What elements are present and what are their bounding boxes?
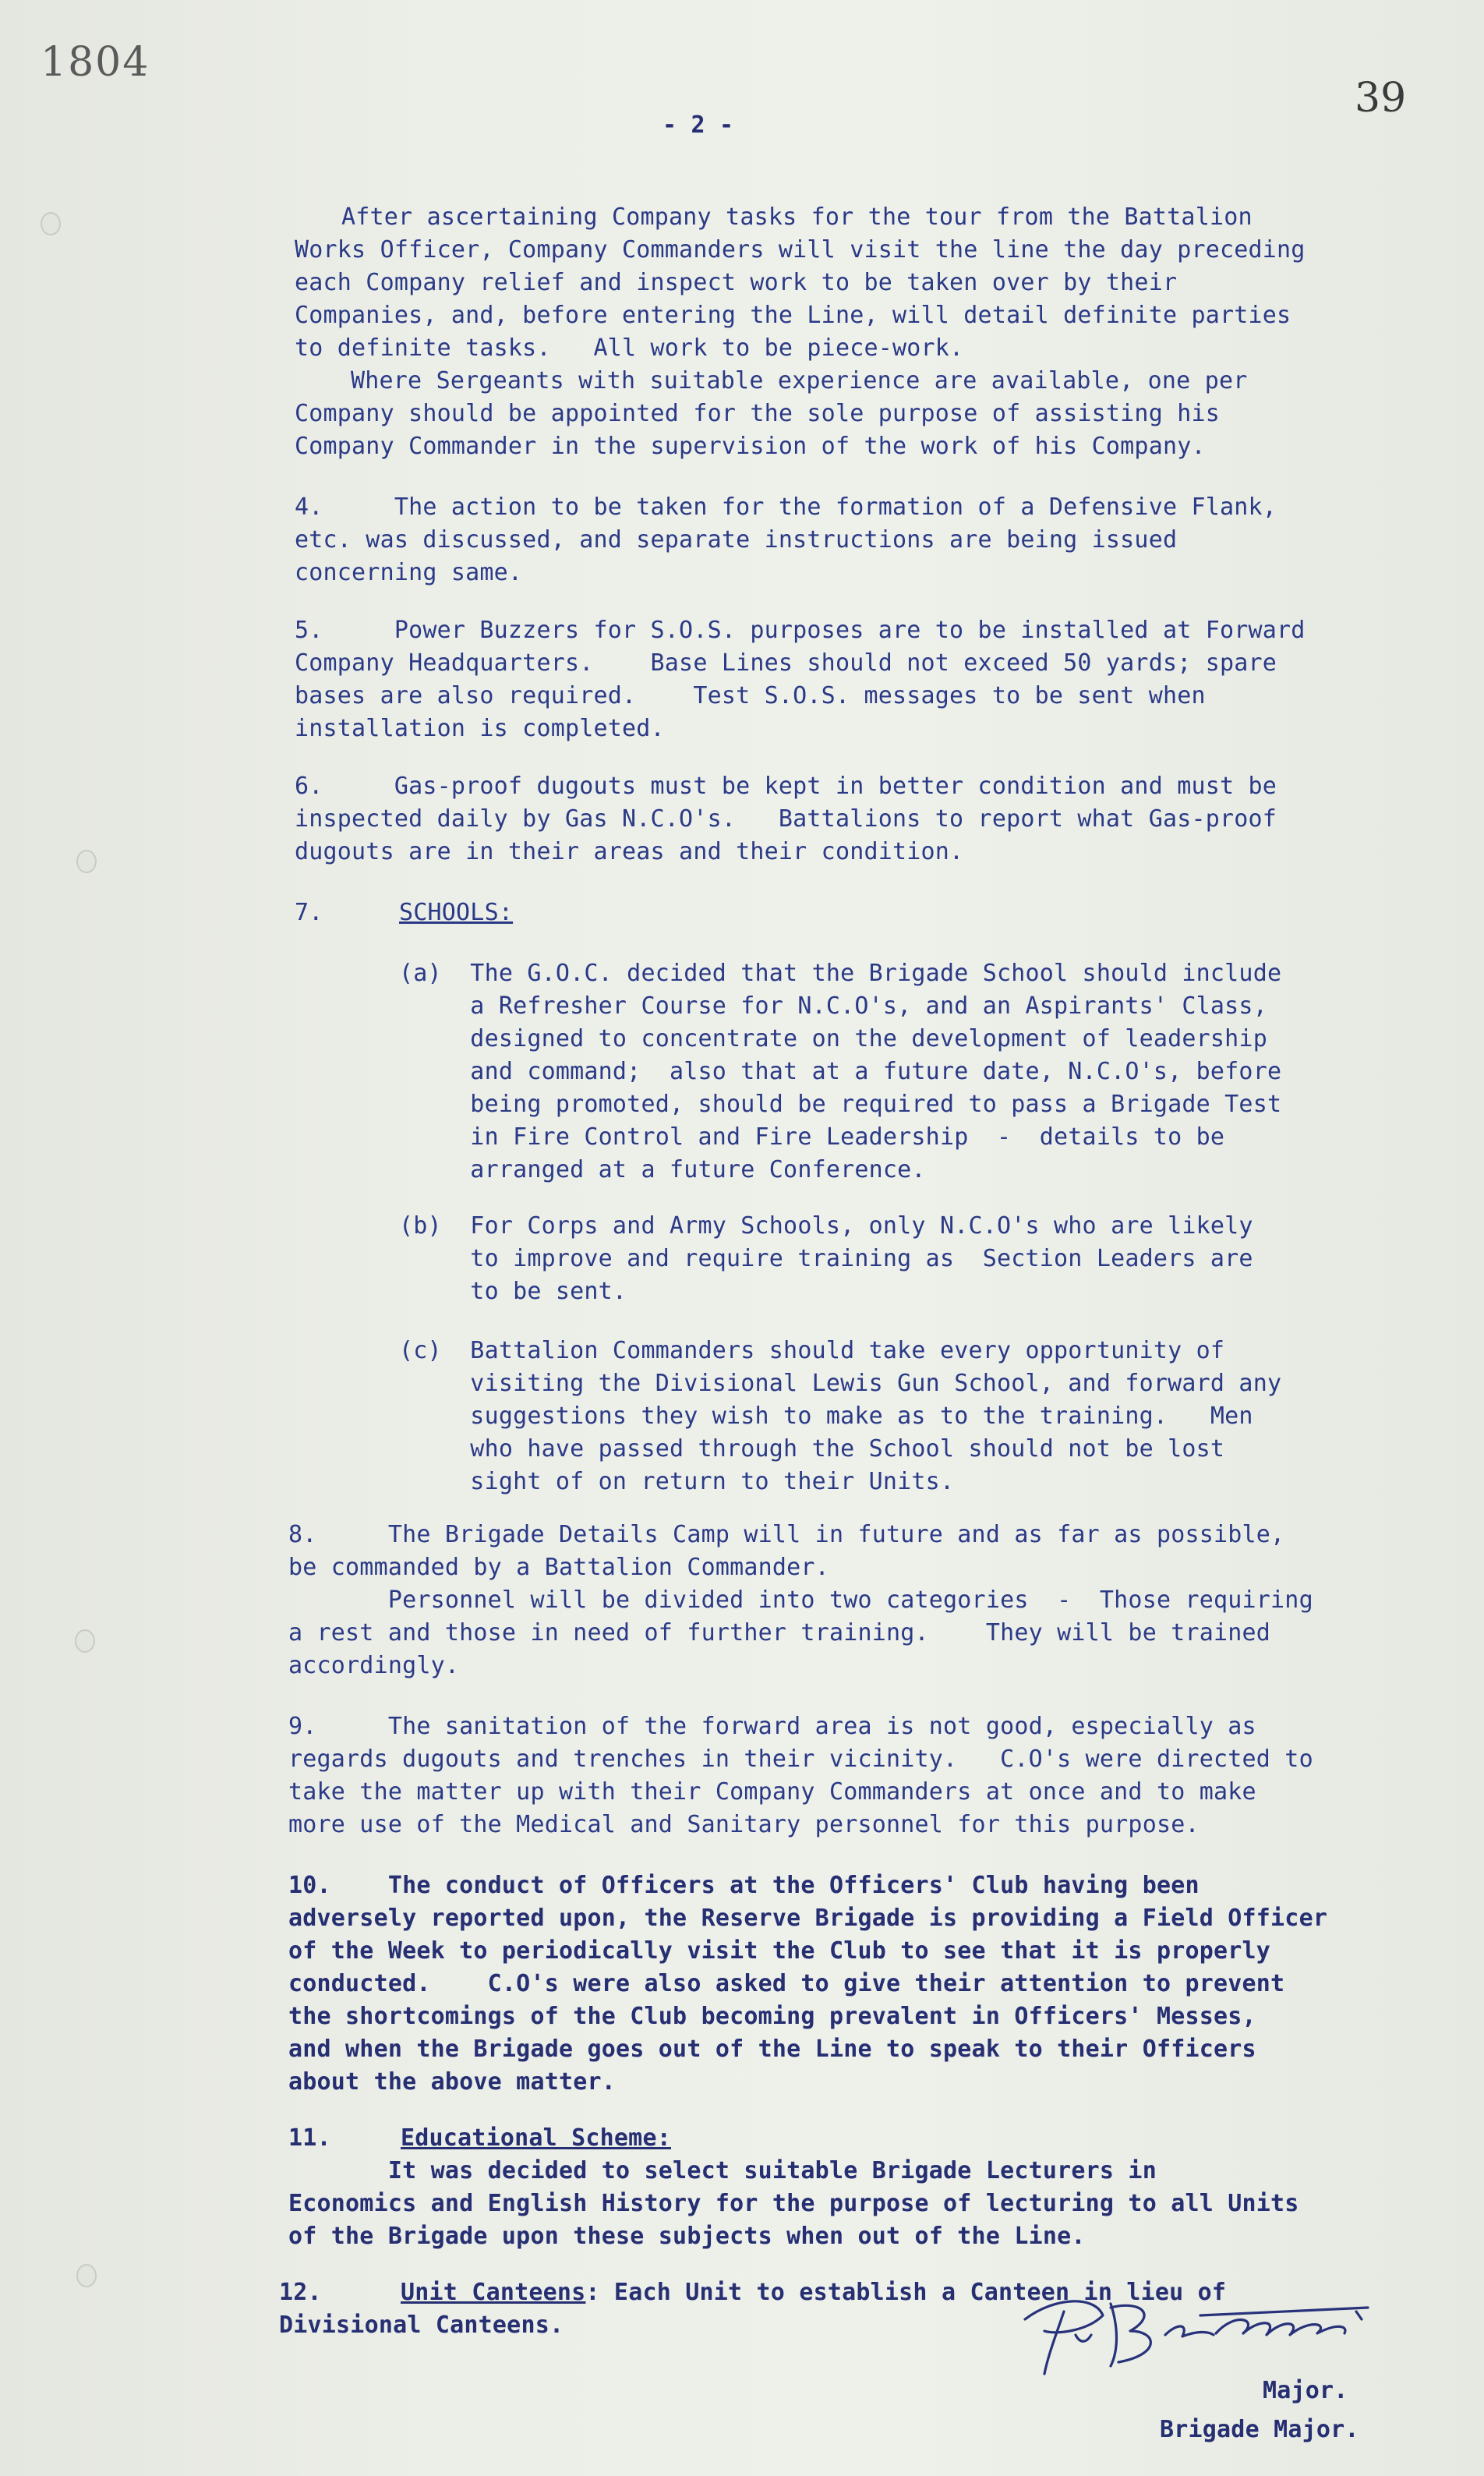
item-number: 7. — [295, 899, 323, 926]
intro-line: to definite tasks. All work to be piece-work. — [295, 334, 964, 362]
item-text: : Each Unit to establish a Canteen in lieu of — [585, 2279, 1227, 2306]
intro-line: each Company relief and inspect work to be taken over by their — [295, 269, 1178, 296]
item-line: dugouts are in their areas and their condition. — [295, 838, 964, 865]
item-line: Company Headquarters. Base Lines should not exceed 50 yards; spare — [295, 649, 1277, 677]
item-line: regards dugouts and trenches in their vicinity. C.O's were directed to — [288, 1746, 1313, 1773]
item-line: of the Brigade upon these subjects when out of the Line. — [288, 2223, 1086, 2250]
punch-hole — [76, 2264, 97, 2287]
subitem-line: (c) Battalion Commanders should take every opportunity of — [399, 1337, 1225, 1364]
item-line: 9. The sanitation of the forward area is not good, especially as — [288, 1713, 1256, 1740]
signatory-appointment: Brigade Major. — [1160, 2416, 1359, 2443]
item-line: etc. was discussed, and separate instructions are being issued — [295, 526, 1178, 554]
item-line: conducted. C.O's were also asked to give their attention to prevent — [288, 1970, 1285, 1997]
item-heading: Educational Scheme: — [401, 2124, 671, 2152]
subitem-line: designed to concentrate on the development of leadership — [399, 1025, 1267, 1052]
intro-line: After ascertaining Company tasks for the tour from the Battalion — [341, 203, 1253, 231]
item-number: 12. — [279, 2279, 322, 2306]
intro-line: Company Commander in the supervision of the work of his Company. — [295, 433, 1206, 460]
item-line: 10. The conduct of Officers at the Officers' Club having been — [288, 1872, 1200, 1899]
item-line: be commanded by a Battalion Commander. — [288, 1554, 829, 1581]
item-line: about the above matter. — [288, 2068, 617, 2096]
item-line: accordingly. — [288, 1652, 460, 1679]
subitem-line: suggestions they wish to make as to the training. Men — [399, 1402, 1253, 1430]
intro-line: Companies, and, before entering the Line, will detail definite parties — [295, 302, 1291, 329]
item-line: bases are also required. Test S.O.S. messages to be sent when — [295, 682, 1206, 709]
subitem-line: (b) For Corps and Army Schools, only N.C.O's who are likely — [399, 1212, 1253, 1240]
intro-line: Works Officer, Company Commanders will visit the line the day preceding — [295, 236, 1306, 264]
item-line: 4. The action to be taken for the formation of a Defensive Flank, — [295, 493, 1277, 521]
subitem-line: sight of on return to their Units. — [399, 1468, 955, 1495]
item-line: the shortcomings of the Club becoming prevalent in Officers' Messes, — [288, 2003, 1256, 2030]
intro-line: Company should be appointed for the sole purpose of assisting his — [295, 400, 1220, 427]
item-line: concerning same. — [295, 559, 523, 586]
item-line: Personnel will be divided into two categories - Those requiring — [288, 1586, 1313, 1614]
item-line: Economics and English History for the purpose of lecturing to all Units — [288, 2190, 1299, 2217]
folio-number: 39 — [1355, 75, 1407, 122]
item-line: inspected daily by Gas N.C.O's. Battalions to report what Gas-proof — [295, 805, 1277, 833]
item-line: a rest and those in need of further training. They will be trained — [288, 1619, 1271, 1647]
subitem-line: to be sent. — [399, 1278, 627, 1305]
subitem-line: a Refresher Course for N.C.O's, and an Aspirants' Class, — [399, 992, 1267, 1020]
subitem-line: and command; also that at a future date, N.C.O's, before — [399, 1058, 1282, 1085]
item-line: 8. The Brigade Details Camp will in future and as far as possible, — [288, 1521, 1285, 1548]
subitem-line: visiting the Divisional Lewis Gun School, and forward any — [399, 1370, 1282, 1397]
item-heading: Unit Canteens — [401, 2279, 586, 2306]
punch-hole — [76, 850, 97, 873]
subitem-line: being promoted, should be required to pass a Brigade Test — [399, 1091, 1282, 1118]
item-heading: SCHOOLS: — [399, 899, 514, 926]
subitem-line: in Fire Control and Fire Leadership - details to be — [399, 1123, 1225, 1151]
subitem-line: to improve and require training as Section Leaders are — [399, 1245, 1253, 1272]
item-line: and when the Brigade goes out of the Line to speak to their Officers — [288, 2036, 1256, 2063]
item-line: It was decided to select suitable Brigade Lecturers in — [288, 2157, 1157, 2184]
item-line: 6. Gas-proof dugouts must be kept in better condition and must be — [295, 773, 1277, 800]
item-number: 11. — [288, 2124, 331, 2152]
subitem-line: who have passed through the School should not be lost — [399, 1435, 1225, 1463]
archive-number: 1804 — [41, 39, 150, 86]
punch-hole — [75, 1629, 95, 1653]
item-line: Divisional Canteens. — [279, 2312, 564, 2339]
item-line: adversely reported upon, the Reserve Brigade is providing a Field Officer — [288, 1905, 1328, 1932]
item-line: of the Week to periodically visit the Club to see that it is properly — [288, 1937, 1271, 1965]
item-line: take the matter up with their Company Commanders at once and to make — [288, 1778, 1256, 1806]
item-line: 5. Power Buzzers for S.O.S. purposes are to be installed at Forward — [295, 617, 1306, 644]
page-marker: - 2 - — [662, 111, 734, 139]
subitem-line: (a) The G.O.C. decided that the Brigade School should include — [399, 960, 1282, 987]
handwritten-signature — [1002, 2288, 1391, 2382]
item-line: more use of the Medical and Sanitary personnel for this purpose. — [288, 1811, 1200, 1838]
item-line: installation is completed. — [295, 715, 665, 742]
intro-line: Where Sergeants with suitable experience are available, one per — [351, 367, 1248, 394]
subitem-line: arranged at a future Conference. — [399, 1156, 926, 1183]
signatory-rank: Major. — [1263, 2377, 1348, 2404]
punch-hole — [41, 212, 61, 235]
